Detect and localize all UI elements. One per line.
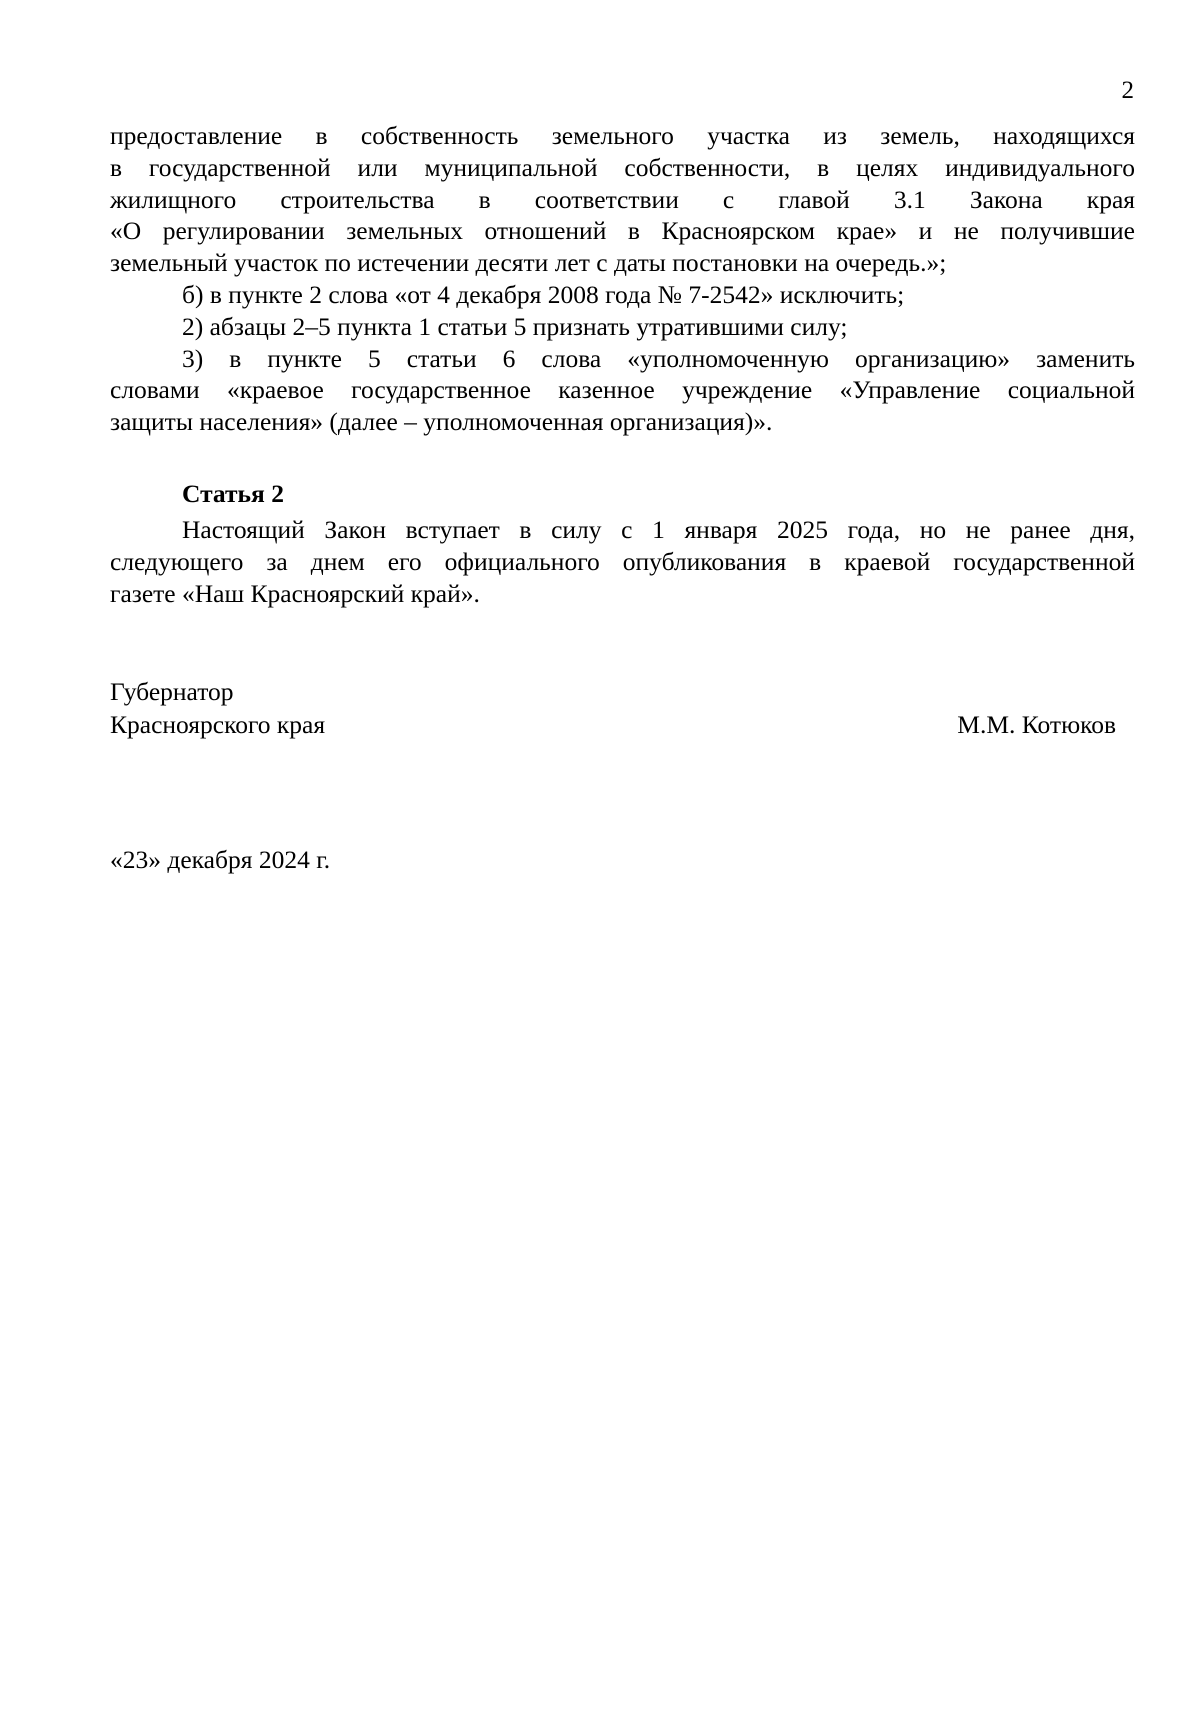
amendment-text <box>110 120 1135 438</box>
signatory-title-line: Губернатор <box>110 677 234 706</box>
article-text <box>110 514 1135 609</box>
text-line: следующего за днем его официального опубликования в краевой государственной <box>110 546 1135 576</box>
text-line: 3) в пункте 5 статьи 6 слова «уполномоченную организацию» заменить <box>182 343 1135 373</box>
text-line: словами «краевое государственное казенное учреждение «Управление социальной <box>110 375 1135 405</box>
text-line: б) в пункте 2 слова «от 4 декабря 2008 года № 7-2542» исключить; <box>182 279 905 309</box>
text-line: Настоящий Закон вступает в силу с 1 января 2025 года, но не ранее дня, <box>182 515 1135 544</box>
signatory-title-line: Красноярского края <box>110 710 326 739</box>
text-line: жилищного строительства в соответствии с главой 3.1 Закона края <box>110 184 1135 214</box>
text-line: «О регулировании земельных отношений в Красноярском крае» и не получившие <box>110 216 1135 246</box>
text-line: земельный участок по истечении десяти лет с даты постановки на очередь.»; <box>110 248 947 278</box>
text-line: в государственной или муниципальной собственности, в целях индивидуального <box>110 152 1135 182</box>
article-heading: Статья 2 <box>182 479 284 508</box>
text-line: предоставление в собственность земельного участка из земель, находящихся <box>110 121 1135 150</box>
text-line: 2) абзацы 2–5 пункта 1 статьи 5 признать утратившими силу; <box>182 311 848 341</box>
page-number: 2 <box>1121 77 1134 104</box>
text-line: защиты населения» (далее – уполномоченная организация)». <box>110 407 773 437</box>
signing-date: «23» декабря 2024 г. <box>110 845 331 874</box>
signatory-title <box>110 675 325 741</box>
signatory-name: М.М. Котюков <box>957 710 1116 739</box>
text-line: газете «Наш Красноярский край». <box>110 578 480 608</box>
